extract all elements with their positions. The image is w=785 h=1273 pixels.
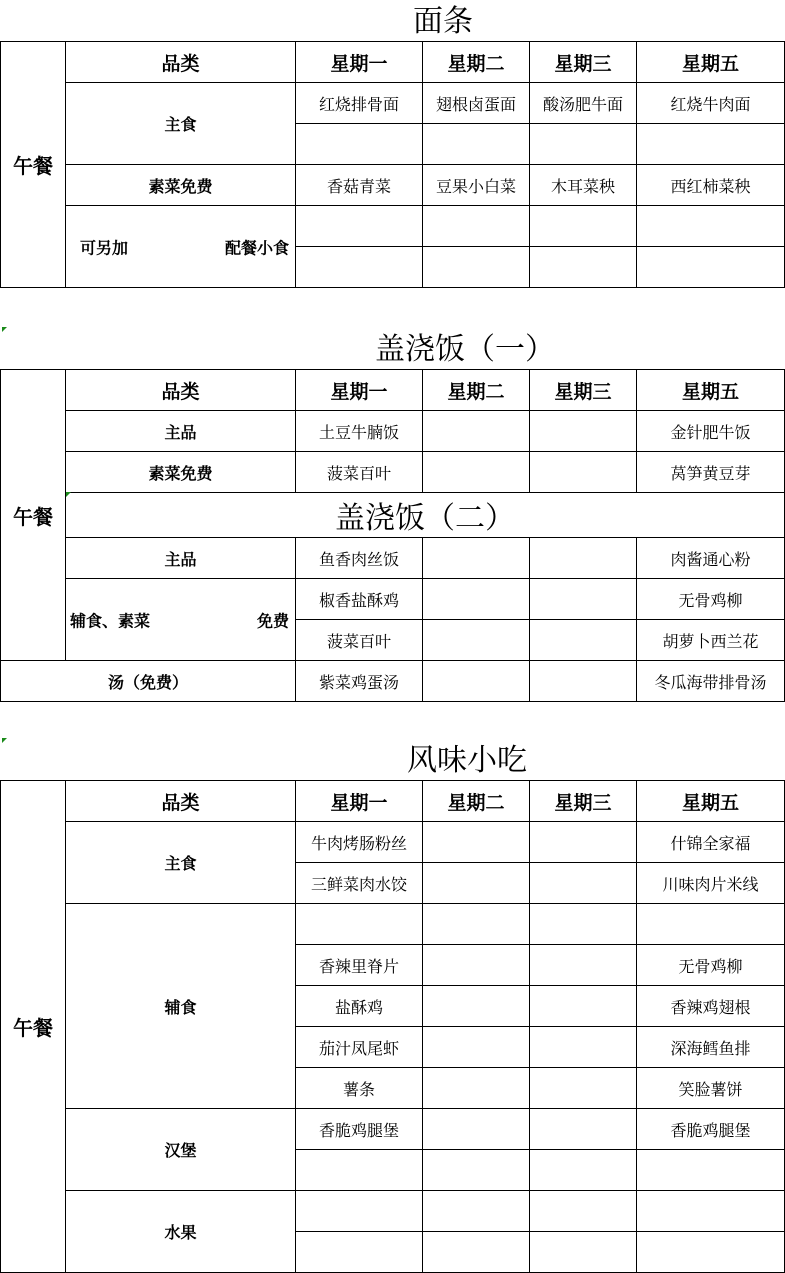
menu-cell [423, 620, 530, 661]
menu-cell [296, 247, 423, 288]
category-burger: 汉堡 [66, 1109, 296, 1191]
menu-cell: 牛肉烤肠粉丝 [296, 822, 423, 863]
menu-cell [423, 1027, 530, 1068]
category-side [66, 579, 296, 661]
day-header: 星期三 [530, 42, 637, 83]
menu-cell [423, 247, 530, 288]
menu-cell [423, 452, 530, 493]
category-staple: 主食 [66, 83, 296, 165]
menu-cell [423, 1150, 530, 1191]
category-main: 主品 [66, 411, 296, 452]
menu-cell [423, 945, 530, 986]
category-veg: 素菜免费 [66, 165, 296, 206]
menu-cell: 菠菜百叶 [296, 620, 423, 661]
category-veg: 素菜免费 [66, 452, 296, 493]
menu-cell: 三鲜菜肉水饺 [296, 863, 423, 904]
menu-cell: 盐酥鸡 [296, 986, 423, 1027]
menu-cell [296, 124, 423, 165]
cell-marker [2, 327, 7, 332]
rice-table [0, 369, 785, 702]
noodles-table [0, 41, 785, 288]
menu-cell: 金针肥牛饭 [637, 411, 785, 452]
extra-right-label: 配餐小食 [224, 238, 289, 257]
day-header: 星期一 [296, 42, 423, 83]
menu-cell [637, 904, 785, 945]
menu-cell [530, 247, 637, 288]
menu-cell: 香菇青菜 [296, 165, 423, 206]
menu-cell: 土豆牛腩饭 [296, 411, 423, 452]
day-header: 星期五 [637, 781, 785, 822]
menu-cell [423, 1109, 530, 1150]
menu-cell [530, 620, 637, 661]
menu-cell [423, 904, 530, 945]
menu-cell: 笑脸薯饼 [637, 1068, 785, 1109]
menu-cell: 翅根卤蛋面 [423, 83, 530, 124]
menu-cell [423, 124, 530, 165]
menu-cell [423, 206, 530, 247]
menu-cell [530, 1109, 637, 1150]
day-header: 星期五 [637, 42, 785, 83]
menu-cell: 莴笋黄豆芽 [637, 452, 785, 493]
category-side: 辅食 [66, 904, 296, 1109]
day-header: 星期三 [530, 370, 637, 411]
category-main: 主品 [66, 538, 296, 579]
cell-marker [2, 738, 7, 743]
menu-cell [530, 1027, 637, 1068]
day-header: 星期二 [423, 370, 530, 411]
menu-cell [423, 579, 530, 620]
menu-cell [423, 1191, 530, 1232]
menu-cell [637, 1232, 785, 1273]
menu-cell: 紫菜鸡蛋汤 [296, 661, 423, 702]
category-header: 品类 [66, 781, 296, 822]
menu-cell: 鱼香肉丝饭 [296, 538, 423, 579]
menu-cell [296, 1150, 423, 1191]
menu-cell [423, 863, 530, 904]
menu-cell: 茄汁凤尾虾 [296, 1027, 423, 1068]
menu-cell [530, 411, 637, 452]
category-header: 品类 [66, 42, 296, 83]
cell-marker [66, 492, 71, 497]
menu-cell [530, 822, 637, 863]
day-header: 星期一 [296, 370, 423, 411]
menu-cell [530, 661, 637, 702]
category-extra [66, 206, 296, 288]
day-header: 星期一 [296, 781, 423, 822]
menu-cell [423, 538, 530, 579]
menu-cell [530, 1232, 637, 1273]
menu-cell: 豆果小白菜 [423, 165, 530, 206]
menu-cell: 薯条 [296, 1068, 423, 1109]
menu-cell [530, 1068, 637, 1109]
lunch-label: 午餐 [1, 370, 66, 661]
menu-cell: 无骨鸡柳 [637, 945, 785, 986]
menu-cell [530, 124, 637, 165]
menu-cell [530, 579, 637, 620]
menu-cell [637, 206, 785, 247]
snack-title: 风味小吃 [407, 743, 527, 778]
menu-cell: 香脆鸡腿堡 [637, 1109, 785, 1150]
menu-cell: 西红柿菜秧 [637, 165, 785, 206]
rice-title-1: 盖浇饭（一） [375, 332, 555, 367]
category-header: 品类 [66, 370, 296, 411]
side-left-label: 辅食、素菜 [70, 611, 151, 630]
extra-left-label: 可另加 [80, 238, 129, 257]
menu-cell [423, 661, 530, 702]
menu-cell: 无骨鸡柳 [637, 579, 785, 620]
menu-cell: 酸汤肥牛面 [530, 83, 637, 124]
menu-cell [296, 1191, 423, 1232]
lunch-label: 午餐 [1, 781, 66, 1273]
menu-cell: 菠菜百叶 [296, 452, 423, 493]
day-header: 星期二 [423, 42, 530, 83]
menu-cell [296, 206, 423, 247]
snack-table [0, 780, 785, 1273]
menu-cell [637, 124, 785, 165]
menu-cell: 香辣里脊片 [296, 945, 423, 986]
menu-cell [530, 904, 637, 945]
menu-cell: 肉酱通心粉 [637, 538, 785, 579]
menu-cell: 深海鳕鱼排 [637, 1027, 785, 1068]
menu-cell [637, 1191, 785, 1232]
menu-cell: 胡萝卜西兰花 [637, 620, 785, 661]
menu-cell [637, 247, 785, 288]
menu-cell: 冬瓜海带排骨汤 [637, 661, 785, 702]
menu-cell [530, 452, 637, 493]
menu-cell [637, 1150, 785, 1191]
menu-cell: 木耳菜秧 [530, 165, 637, 206]
rice-title-2: 盖浇饭（二） [66, 493, 785, 538]
menu-cell [423, 411, 530, 452]
menu-cell: 香脆鸡腿堡 [296, 1109, 423, 1150]
side-right-label: 免费 [256, 611, 289, 630]
day-header: 星期五 [637, 370, 785, 411]
menu-cell: 川味肉片米线 [637, 863, 785, 904]
noodles-title: 面条 [413, 4, 473, 39]
category-staple: 主食 [66, 822, 296, 904]
menu-cell [423, 822, 530, 863]
menu-cell: 红烧牛肉面 [637, 83, 785, 124]
menu-cell [423, 1068, 530, 1109]
day-header: 星期二 [423, 781, 530, 822]
menu-cell [423, 1232, 530, 1273]
menu-cell [423, 986, 530, 1027]
menu-cell [530, 1191, 637, 1232]
menu-cell: 香辣鸡翅根 [637, 986, 785, 1027]
menu-cell [530, 538, 637, 579]
category-soup: 汤（免费） [1, 661, 296, 702]
lunch-label: 午餐 [1, 42, 66, 288]
menu-cell: 椒香盐酥鸡 [296, 579, 423, 620]
menu-cell [530, 945, 637, 986]
menu-cell [530, 1150, 637, 1191]
menu-cell [296, 1232, 423, 1273]
menu-cell [530, 986, 637, 1027]
menu-cell [530, 206, 637, 247]
menu-cell [296, 904, 423, 945]
menu-cell: 红烧排骨面 [296, 83, 423, 124]
category-fruit: 水果 [66, 1191, 296, 1273]
menu-cell [530, 863, 637, 904]
menu-cell: 什锦全家福 [637, 822, 785, 863]
day-header: 星期三 [530, 781, 637, 822]
